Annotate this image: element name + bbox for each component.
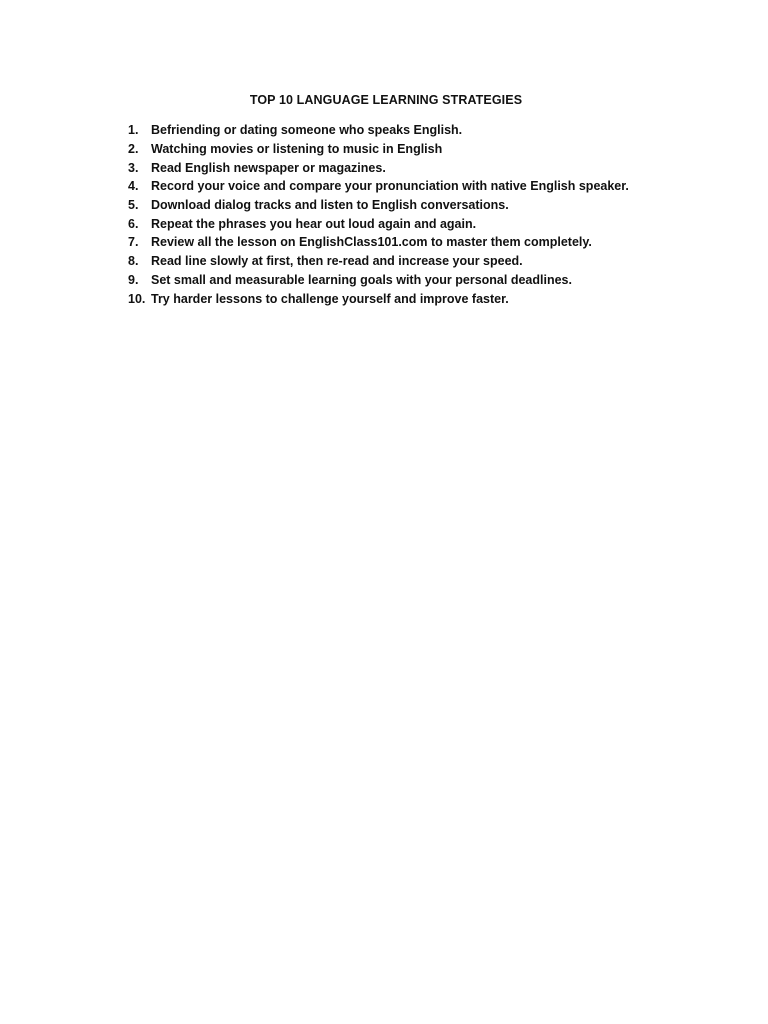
- item-number: 1.: [128, 123, 139, 138]
- item-number: 10.: [128, 291, 146, 306]
- item-text: Repeat the phrases you hear out loud again and again.: [151, 216, 477, 231]
- item-text: Read line slowly at first, then re-read and increase your speed.: [151, 254, 523, 269]
- list-item: [128, 289, 629, 308]
- item-number: 9.: [128, 272, 139, 287]
- item-text: Try harder lessons to challenge yourself and improve faster.: [151, 291, 509, 306]
- document-title: TOP 10 LANGUAGE LEARNING STRATEGIES: [249, 93, 523, 107]
- item-number: 5.: [128, 198, 139, 213]
- item-text: Set small and measurable learning goals with your personal deadlines.: [151, 272, 572, 287]
- list-item: [128, 158, 629, 177]
- list-item: [128, 214, 629, 233]
- list-item: [128, 233, 629, 252]
- item-number: 3.: [128, 160, 139, 175]
- list-item: [128, 271, 629, 290]
- item-number: 7.: [128, 235, 139, 250]
- item-text: Watching movies or listening to music in English: [151, 142, 443, 157]
- item-text: Review all the lesson on EnglishClass101.com to master them completely.: [151, 235, 592, 250]
- item-number: 2.: [128, 142, 139, 157]
- item-text: Befriending or dating someone who speaks English.: [151, 123, 463, 138]
- item-text: Record your voice and compare your pronunciation with native English speaker.: [151, 179, 629, 194]
- item-number: 8.: [128, 254, 139, 269]
- list-item: [128, 252, 629, 271]
- item-number: 6.: [128, 216, 139, 231]
- list-item: [128, 196, 629, 215]
- list-item: [128, 177, 629, 196]
- item-text: Download dialog tracks and listen to English conversations.: [151, 198, 509, 213]
- strategy-list: [128, 121, 629, 308]
- item-text: Read English newspaper or magazines.: [151, 160, 386, 175]
- list-item: [128, 121, 629, 140]
- item-number: 4.: [128, 179, 139, 194]
- list-item: [128, 140, 629, 159]
